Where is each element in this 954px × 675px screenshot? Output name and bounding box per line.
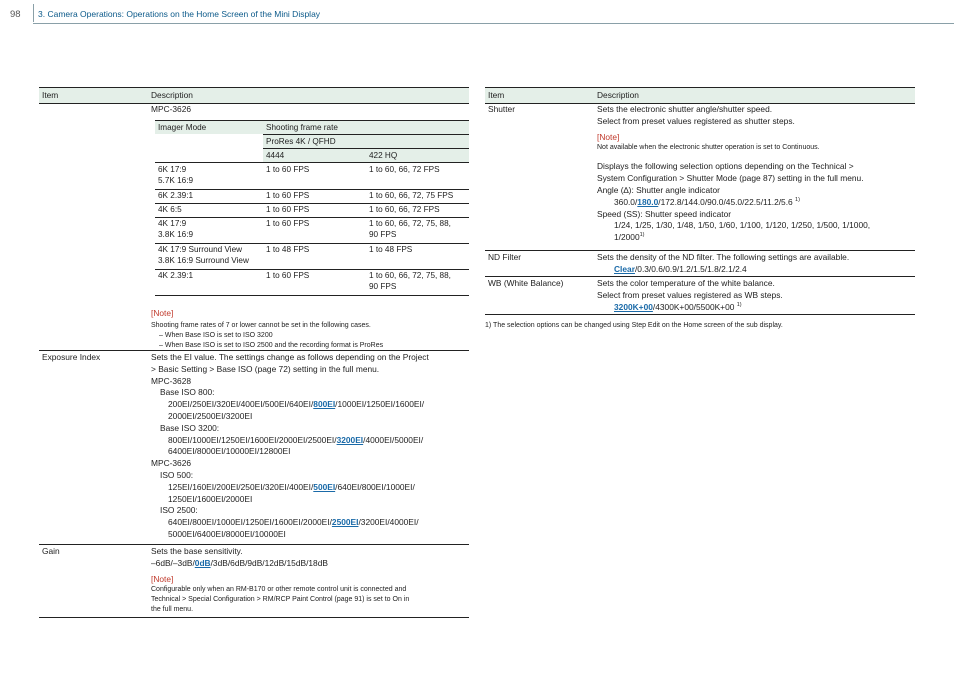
shutter-text: 360.0/	[614, 196, 638, 207]
rate-4444-cell: 1 to 60 FPS	[266, 219, 310, 228]
gain-note-line3: the full menu.	[151, 606, 194, 614]
ei-mpc3628-label: MPC-3628	[151, 375, 192, 386]
rate-422hq-cell: 1 to 48 FPS	[369, 245, 413, 254]
shutter-desc-line2: Select from preset values registered as shutter steps.	[597, 115, 795, 126]
ei-desc-line2: > Basic Setting > Base ISO (page 72) setting in the full menu.	[151, 363, 380, 374]
shooting-rate-header: Shooting frame rate	[266, 123, 338, 132]
shutter-desc-line4: System Configuration > Shutter Mode (page 87) setting in the full menu.	[597, 173, 864, 184]
ei-desc-line1: Sets the EI value. The settings change as follows depending on the Project	[151, 352, 429, 362]
table-row-exposure-index	[39, 350, 469, 545]
wb-values	[597, 302, 915, 314]
exposure-index-item: Exposure Index	[42, 352, 101, 362]
frame-rate-subtable	[155, 120, 469, 296]
ei-mpc3626-label: MPC-3626	[151, 458, 192, 469]
ei-base-iso-3200-values-2: 6400EI/8000EI/10000EI/12800EI	[168, 446, 291, 457]
left-table	[39, 87, 469, 620]
col-description-header: Description	[151, 90, 193, 100]
table-row-shutter	[485, 102, 915, 251]
nd-filter-item: ND Filter	[488, 252, 522, 262]
ei-base-iso-800-values	[151, 399, 469, 411]
mpc3626-label: MPC-3626	[151, 104, 192, 114]
header-divider	[33, 4, 34, 22]
ei-text: 640EI/800EI/1000EI/1250EI/1600EI/2000EI/	[168, 517, 332, 528]
rate-422hq-cell: 1 to 60, 66, 72 FPS	[369, 205, 440, 214]
wb-desc-line1: Sets the color temperature of the white balance.	[597, 278, 775, 288]
rate-422hq-cell: 1 to 60, 66, 72, 75 FPS	[369, 191, 454, 200]
ei-default-value: 800EI	[313, 399, 336, 410]
wb-desc-line2: Select from preset values registered as WB steps.	[597, 289, 783, 300]
ei-text: /4000EI/5000EI/	[363, 434, 424, 445]
shutter-angle-label: Angle (∆): Shutter angle indicator	[597, 184, 720, 195]
table-row-white-balance	[485, 276, 915, 315]
table-row-gain	[39, 544, 469, 618]
imager-mode-cell: 4K 17:9 3.8K 16:9	[158, 219, 194, 239]
chapter-title: 3. Camera Operations: Operations on the Home Screen of the Mini Display	[38, 9, 321, 19]
prores-header: ProRes 4K / QFHD	[266, 137, 336, 146]
ei-iso-2500-label: ISO 2500:	[160, 505, 198, 516]
col-description-header: Description	[597, 90, 639, 100]
subtable-row	[155, 243, 469, 270]
footnote: 1) The selection options can be changed using Step Edit on the Home screen of the sub display.	[485, 322, 783, 329]
ei-iso-2500-values	[151, 517, 469, 529]
page-number: 98	[10, 9, 21, 20]
subtable-row	[155, 269, 469, 296]
subtable-row	[155, 189, 469, 204]
rate-422hq-cell: 1 to 60, 66, 72 FPS	[369, 165, 440, 174]
rate-4444-cell: 1 to 60 FPS	[266, 271, 310, 280]
right-table	[485, 87, 915, 317]
rate-422hq-cell: 1 to 60, 66, 72, 75, 88, 90 FPS	[369, 271, 451, 291]
nd-filter-description	[597, 252, 915, 276]
frame-rate-note-bullet-1: – When Base ISO is set to ISO 3200	[159, 332, 273, 339]
shutter-item: Shutter	[488, 104, 516, 114]
shutter-text: /172.8/144.0/90.0/45.0/22.5/11.2/5.6	[658, 196, 793, 207]
gain-default-value: 0dB	[194, 557, 211, 568]
wb-text: /4300K+00/5500K+00	[652, 301, 735, 312]
gain-values	[151, 558, 469, 570]
ei-text: /640EI/800EI/1000EI/	[335, 481, 415, 492]
shutter-note-label: [Note]	[597, 131, 620, 142]
shutter-text: 1/2000	[614, 232, 640, 243]
ei-text: /1000EI/1250EI/1600EI/	[335, 399, 425, 410]
gain-note-line2: Technical > Special Configuration > RM/RCP Paint Control (page 91) is set to On in	[151, 596, 410, 604]
subtable-row	[155, 203, 469, 218]
rate-4444-cell: 1 to 48 FPS	[266, 245, 310, 254]
shutter-description	[597, 104, 915, 244]
footnote-ref: 1)	[639, 232, 645, 239]
ei-text: 125EI/160EI/200EI/250EI/320EI/400EI/	[168, 481, 314, 492]
ei-text: /3200EI/4000EI/	[358, 517, 419, 528]
col-422hq-header: 422 HQ	[369, 151, 398, 160]
shutter-note: Not available when the electronic shutter operation is set to Continuous.	[597, 144, 820, 152]
note-label: [Note]	[151, 308, 174, 318]
frame-rate-note-bullet-2: – When Base ISO is set to ISO 2500 and the recording format is ProRes	[159, 342, 384, 349]
imager-mode-cell: 4K 17:9 Surround View 3.8K 16:9 Surround View	[158, 245, 249, 265]
imager-mode-header: Imager Mode	[158, 123, 207, 132]
shutter-desc-line3: Displays the following selection options depending on the Technical >	[597, 161, 854, 172]
gain-item: Gain	[42, 546, 60, 556]
shutter-desc-line1: Sets the electronic shutter angle/shutter speed.	[597, 104, 773, 114]
col-item-header: Item	[42, 90, 59, 100]
ei-base-iso-3200-label: Base ISO 3200:	[160, 422, 220, 433]
nd-text: /0.3/0.6/0.9/1.2/1.5/1.8/2.1/2.4	[634, 263, 747, 274]
ei-iso-500-label: ISO 500:	[160, 469, 194, 480]
shutter-speed-values-2	[597, 232, 915, 244]
ei-default-value: 2500EI	[331, 517, 359, 528]
ei-base-iso-3200-values	[151, 435, 469, 447]
subtable-row	[155, 163, 469, 190]
shutter-speed-label: Speed (SS): Shutter speed indicator	[597, 208, 732, 219]
col-item-header: Item	[488, 90, 505, 100]
rate-4444-cell: 1 to 60 FPS	[266, 205, 310, 214]
footnote-ref: 1)	[795, 196, 800, 203]
rate-422hq-cell: 1 to 60, 66, 72, 75, 88, 90 FPS	[369, 219, 451, 239]
subtable-row	[155, 217, 469, 244]
ei-iso-2500-values-2: 5000EI/6400EI/8000EI/10000EI	[168, 528, 286, 539]
frame-rate-note: Shooting frame rates of 7 or lower cannot be set in the following cases.	[151, 322, 371, 329]
shutter-default-value: 180.0	[637, 196, 659, 207]
wb-item: WB (White Balance)	[488, 278, 564, 288]
table-row-frame-rate	[39, 102, 469, 351]
ei-iso-500-values	[151, 482, 469, 494]
wb-description	[597, 278, 915, 313]
imager-mode-cell: 6K 2.39:1	[158, 191, 194, 200]
ei-default-value: 3200EI	[336, 434, 364, 445]
shutter-speed-values: 1/24, 1/25, 1/30, 1/48, 1/50, 1/60, 1/100, 1/120, 1/250, 1/500, 1/1000,	[614, 220, 871, 231]
ei-iso-500-values-2: 1250EI/1600EI/2000EI	[168, 493, 253, 504]
rate-4444-cell: 1 to 60 FPS	[266, 191, 310, 200]
gain-text: /3dB/6dB/9dB/12dB/15dB/18dB	[210, 557, 328, 568]
footnote-ref: 1)	[736, 301, 742, 308]
rate-4444-cell: 1 to 60 FPS	[266, 165, 310, 174]
imager-mode-cell: 6K 17:9 5.7K 16:9	[158, 165, 194, 185]
nd-values	[597, 264, 915, 276]
gain-description	[151, 546, 469, 615]
table-row-nd-filter	[485, 250, 915, 277]
ei-base-iso-800-values-2: 2000EI/2500EI/3200EI	[168, 410, 253, 421]
shutter-angle-values	[597, 197, 915, 209]
gain-text: –6dB/–3dB/	[151, 557, 195, 568]
ei-text: 800EI/1000EI/1250EI/1600EI/2000EI/2500EI/	[168, 434, 337, 445]
exposure-index-description	[151, 352, 469, 541]
nd-desc-line1: Sets the density of the ND filter. The following settings are available.	[597, 252, 850, 262]
gain-note-label: [Note]	[151, 573, 174, 584]
page-header	[0, 0, 954, 24]
ei-default-value: 500EI	[313, 481, 336, 492]
imager-mode-cell: 4K 2.39:1	[158, 271, 194, 280]
header-rule	[33, 23, 954, 24]
gain-note-line1: Configurable only when an RM-B170 or other remote control unit is connected and	[151, 586, 407, 594]
col-4444-header: 4444	[266, 151, 285, 160]
nd-default-value: Clear	[614, 263, 635, 274]
ei-text: 200EI/250EI/320EI/400EI/500EI/640EI/	[168, 399, 314, 410]
ei-base-iso-800-label: Base ISO 800:	[160, 387, 215, 398]
gain-desc-line1: Sets the base sensitivity.	[151, 546, 243, 556]
imager-mode-cell: 4K 6:5	[158, 205, 182, 214]
wb-default-value: 3200K+00	[614, 301, 653, 312]
